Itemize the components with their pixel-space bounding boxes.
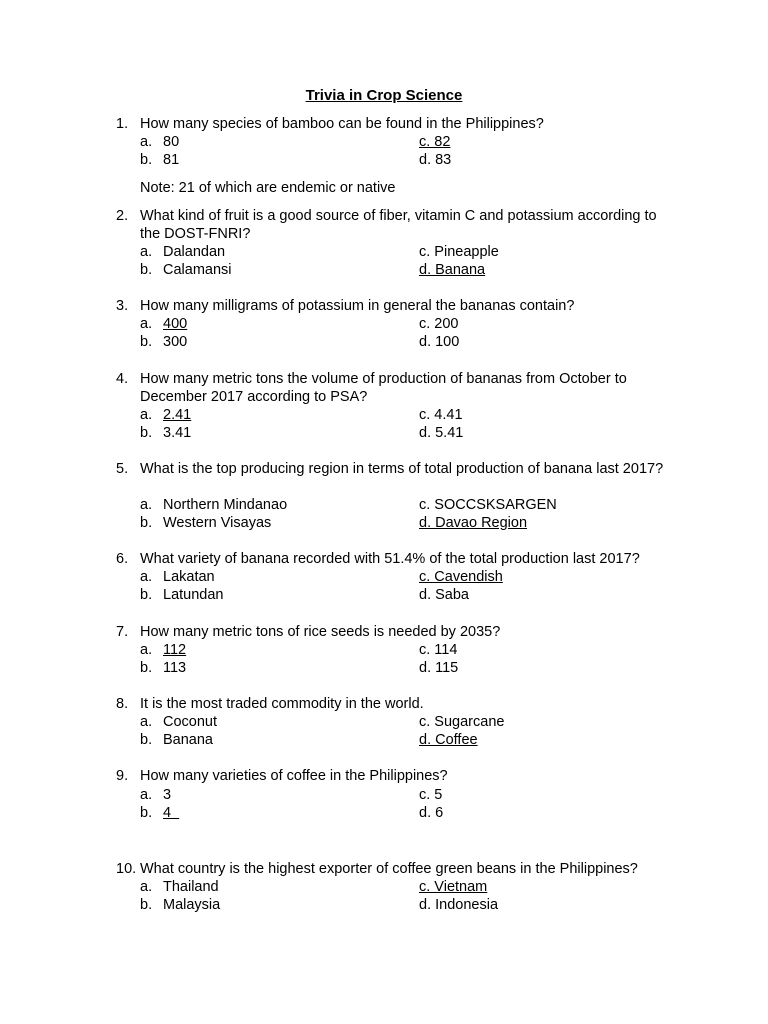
option-letter: b. bbox=[140, 262, 153, 278]
question-number: 4. bbox=[116, 371, 129, 387]
answer-option: Thailand bbox=[163, 879, 219, 895]
option-letter: a. bbox=[140, 244, 153, 260]
option-letter: a. bbox=[140, 407, 153, 423]
answer-option: d. Saba bbox=[419, 587, 469, 603]
answer-option-correct: 400 bbox=[163, 316, 188, 332]
question-note: Note: 21 of which are endemic or native bbox=[140, 180, 396, 196]
answer-option: d. 100 bbox=[419, 334, 460, 350]
answer-option: c. 114 bbox=[419, 642, 458, 658]
question-number: 2. bbox=[116, 208, 129, 224]
answer-option: c. 5 bbox=[419, 787, 443, 803]
question-number: 7. bbox=[116, 624, 129, 640]
answer-option: Latundan bbox=[163, 587, 224, 603]
answer-option-correct: 4 bbox=[163, 805, 180, 821]
question-number: 5. bbox=[116, 461, 129, 477]
question-text: How many metric tons the volume of production of bananas from October to December 2017 according to PSA? bbox=[140, 371, 627, 405]
option-letter: a. bbox=[140, 879, 153, 895]
option-letter: a. bbox=[140, 642, 153, 658]
answer-option: Lakatan bbox=[163, 569, 215, 585]
answer-option: 3.41 bbox=[163, 425, 192, 441]
answer-option: Malaysia bbox=[163, 897, 221, 913]
answer-option: Calamansi bbox=[163, 262, 232, 278]
answer-option-correct: c. Vietnam bbox=[419, 879, 488, 895]
answer-option-correct: c. Cavendish bbox=[419, 569, 503, 585]
answer-option: Northern Mindanao bbox=[163, 497, 288, 513]
option-letter: b. bbox=[140, 897, 153, 913]
question-text: What kind of fruit is a good source of fiber, vitamin C and potassium according to the DOST-FNRI? bbox=[140, 208, 657, 242]
option-letter: a. bbox=[140, 569, 153, 585]
answer-option: Western Visayas bbox=[163, 515, 272, 531]
answer-option: Banana bbox=[163, 732, 213, 748]
page-title: Trivia in Crop Science bbox=[305, 87, 463, 104]
question-text: How many varieties of coffee in the Philippines? bbox=[140, 768, 448, 784]
answer-option: d. 5.41 bbox=[419, 425, 464, 441]
question-text: What is the top producing region in terms of total production of banana last 2017? bbox=[140, 461, 664, 477]
answer-option: d. 115 bbox=[419, 660, 459, 676]
answer-option: c. 200 bbox=[419, 316, 459, 332]
question-text: How many species of bamboo can be found in the Philippines? bbox=[140, 116, 544, 132]
answer-option-correct: d. Banana bbox=[419, 262, 486, 278]
answer-option-correct: 112 bbox=[163, 642, 187, 658]
question-text: How many milligrams of potassium in general the bananas contain? bbox=[140, 298, 575, 314]
answer-option: 300 bbox=[163, 334, 188, 350]
question-number: 8. bbox=[116, 696, 129, 712]
answer-option: d. 6 bbox=[419, 805, 444, 821]
question-number: 9. bbox=[116, 768, 129, 784]
answer-option-correct: d. Davao Region bbox=[419, 515, 528, 531]
option-letter: b. bbox=[140, 805, 153, 821]
option-letter: a. bbox=[140, 787, 153, 803]
option-letter: a. bbox=[140, 134, 153, 150]
answer-option: 81 bbox=[163, 152, 180, 168]
question-number: 10. bbox=[116, 861, 137, 877]
answer-option: d. 83 bbox=[419, 152, 452, 168]
question-text: It is the most traded commodity in the world. bbox=[140, 696, 424, 712]
question-text: How many metric tons of rice seeds is needed by 2035? bbox=[140, 624, 501, 640]
answer-option: c. Sugarcane bbox=[419, 714, 505, 730]
option-letter: b. bbox=[140, 334, 153, 350]
option-letter: b. bbox=[140, 425, 153, 441]
answer-option: Dalandan bbox=[163, 244, 226, 260]
question-number: 1. bbox=[116, 116, 129, 132]
answer-option: c. Pineapple bbox=[419, 244, 499, 260]
answer-option: 3 bbox=[163, 787, 172, 803]
question-text: What variety of banana recorded with 51.4% of the total production last 2017? bbox=[140, 551, 640, 567]
answer-option-correct: c. 82 bbox=[419, 134, 451, 150]
option-letter: b. bbox=[140, 732, 153, 748]
option-letter: a. bbox=[140, 714, 153, 730]
option-letter: b. bbox=[140, 515, 153, 531]
question-number: 3. bbox=[116, 298, 129, 314]
answer-option-correct: d. Coffee bbox=[419, 732, 478, 748]
option-letter: a. bbox=[140, 497, 153, 513]
answer-option: Coconut bbox=[163, 714, 218, 730]
question-number: 6. bbox=[116, 551, 129, 567]
option-letter: b. bbox=[140, 587, 153, 603]
answer-option: c. SOCCSKSARGEN bbox=[419, 497, 557, 513]
answer-option-correct: 2.41 bbox=[163, 407, 192, 423]
option-letter: a. bbox=[140, 316, 153, 332]
option-letter: b. bbox=[140, 152, 153, 168]
answer-option: 113 bbox=[163, 660, 187, 676]
answer-option: d. Indonesia bbox=[419, 897, 499, 913]
answer-option: c. 4.41 bbox=[419, 407, 463, 423]
answer-option: 80 bbox=[163, 134, 180, 150]
option-letter: b. bbox=[140, 660, 153, 676]
question-text: What country is the highest exporter of coffee green beans in the Philippines? bbox=[140, 861, 638, 877]
